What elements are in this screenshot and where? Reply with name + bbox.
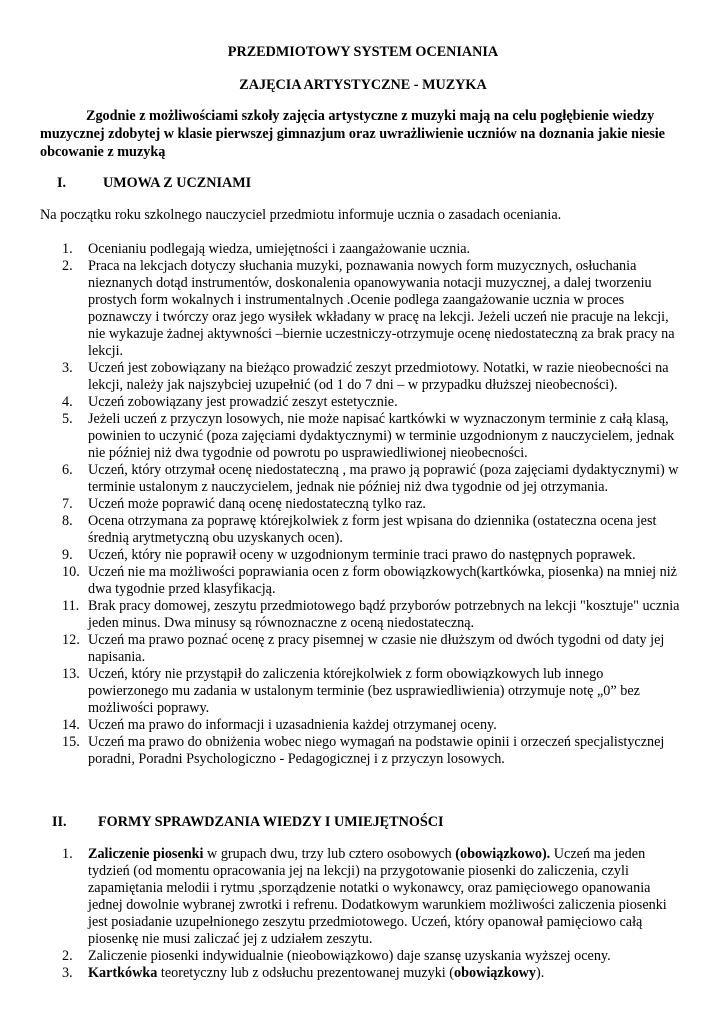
list-text: Uczeń może poprawić daną ocenę niedostateczną tylko raz.	[88, 496, 426, 512]
list-number: 7.	[62, 496, 73, 512]
list-item	[40, 547, 686, 564]
list-number: 11.	[62, 598, 80, 614]
list-number: 5.	[62, 411, 73, 427]
list-text: Uczeń ma prawo do obniżenia wobec niego wymagań na podstawie opinii i orzeczeń specjalistycznej poradni, Poradni Psychologiczno - Pedagogicznej i z przyczyn losowych.	[88, 734, 665, 767]
list-item	[40, 734, 686, 768]
list-number: 15.	[62, 734, 80, 750]
list-item	[40, 598, 686, 632]
list-text: Uczeń nie ma możliwości poprawiania ocen z form obowiązkowych(kartkówka, piosenka) na mniej niż dwa tygodnie przed klasyfikacją.	[88, 564, 677, 597]
list-item	[40, 846, 686, 948]
list-text: Uczeń zobowiązany jest prowadzić zeszyt estetycznie.	[88, 394, 398, 410]
list-item	[40, 258, 686, 360]
list-text: Uczeń jest zobowiązany na bieżąco prowadzić zeszyt przedmiotowy. Notatki, w razie nieobecności na lekcji, należy jak najszybciej uzupełnić (od 1 do 7 dni – w przypadku dłuższej nieobecności).	[88, 360, 669, 393]
section-heading-2	[52, 814, 444, 831]
list-bold-text: obowiązkowy	[454, 965, 537, 981]
list-number: 12.	[62, 632, 80, 648]
section-number: II.	[52, 814, 67, 830]
list-text: ).	[536, 965, 545, 981]
list-number: 10.	[62, 564, 80, 580]
list-text: Uczeń, który otrzymał ocenę niedostateczną , ma prawo ją poprawić (poza zajęciami dydaktycznymi) w terminie ustalonym z nauczycielem, jednak nie później niż dwa tygodnie od jej otrzymania.	[88, 462, 679, 495]
list-item	[40, 513, 686, 547]
list-item	[40, 411, 686, 462]
list-number: 3.	[62, 965, 73, 981]
list-item	[40, 360, 686, 394]
rules-list	[40, 241, 686, 768]
list-item	[40, 632, 686, 666]
list-text: Uczeń, który nie przystąpił do zaliczenia którejkolwiek z form obowiązkowych lub innego powierzonego mu zadania w ustalonym terminie (bez usprawiedliwienia) otrzymuje notę „0” bez możliwości poprawy.	[88, 666, 640, 716]
list-text: w grupach dwu, trzy lub cztero osobowych	[203, 846, 456, 862]
list-number: 2.	[62, 258, 73, 274]
list-item	[40, 965, 686, 982]
list-item	[40, 241, 686, 258]
list-number: 3.	[62, 360, 73, 376]
list-item	[40, 462, 686, 496]
forms-list	[40, 846, 686, 982]
list-item	[40, 564, 686, 598]
list-number: 2.	[62, 948, 73, 964]
list-item	[40, 496, 686, 513]
list-text: Brak pracy domowej, zeszytu przedmiotowego bądź przyborów potrzebnych na lekcji "kosztuje" ucznia jeden minus. Dwa minusy są równoznaczne z oceną niedostateczną.	[88, 598, 680, 631]
list-text: Ocena otrzymana za poprawę którejkolwiek z form jest wpisana do dziennika (ostateczna ocena jest średnią arytmetyczną obu uzyskanych ocen).	[88, 513, 657, 546]
list-text: Praca na lekcjach dotyczy słuchania muzyki, poznawania nowych form muzycznych, osłuchania nieznanych dotąd instrumentów, doskonalenia opanowywania notacji muzycznej, a dalej tworzeniu prostych form wokalnych i instrumentalnych .Ocenie podlega zaangażowanie ucznia w proces poznawczy i twórczy oraz jego wysiłek wkładany w pracę na lekcji. Jeżeli uczeń nie pracuje na lekcji, nie wykazuje żadnej aktywności –biernie uczestniczy-otrzymuje ocenę niedostateczną za brak pracy na lekcji.	[88, 258, 675, 359]
list-item	[40, 666, 686, 717]
list-text: Jeżeli uczeń z przyczyn losowych, nie może napisać kartkówki w wyznaczonym terminie z całą klasą, powinien to uczynić (poza zajęciami dydaktycznymi) w terminie uzgodnionym z nauczycielem, jednak nie później niż dwa tygodnie od powrotu po usprawiedliwionej nieobecności.	[88, 411, 675, 461]
list-bold-text: Zaliczenie piosenki	[88, 846, 204, 862]
list-item	[40, 717, 686, 734]
list-bold-text: (obowiązkowo).	[455, 846, 551, 862]
list-text: Ocenianiu podlegają wiedza, umiejętności i zaangażowanie ucznia.	[88, 241, 471, 257]
section-number: I.	[57, 175, 67, 191]
section-title: UMOWA Z UCZNIAMI	[103, 175, 252, 191]
list-number: 1.	[62, 846, 73, 862]
list-number: 14.	[62, 717, 80, 733]
list-text: Uczeń ma prawo do informacji i uzasadnienia każdej otrzymanej oceny.	[88, 717, 497, 733]
intro-paragraph: Zgodnie z możliwościami szkoły zajęcia artystyczne z muzyki mają na celu pogłębienie wiedzy muzycznej zdobytej w klasie pierwszej gimnazjum oraz uwrażliwienie uczniów na doznania jakie niesie obcowanie z muzyką	[40, 108, 665, 160]
section-title: FORMY SPRAWDZANIA WIEDZY I UMIEJĘTNOŚCI	[98, 814, 444, 830]
list-number: 13.	[62, 666, 80, 682]
list-number: 8.	[62, 513, 73, 529]
list-number: 4.	[62, 394, 73, 410]
document-title: PRZEDMIOTOWY SYSTEM OCENIANIA	[227, 44, 499, 60]
list-number: 1.	[62, 241, 73, 257]
section-heading-1	[57, 175, 251, 192]
list-text: Uczeń ma jeden tydzień (od momentu opracowania jej na lekcji) na przygotowanie piosenki do zaliczenia, czyli zapamiętania melodii i rytmu ,sporządzenie notatki o wykonawcy, oraz pamięciowego opanowania jednej dowolnie wybranej zwrotki i refrenu. Dodatkowym warunkiem możliwości zaliczenia piosenki jest posiadanie uzupełnionego zeszytu przedmiotowego. Uczeń, który opanował pamięciowo całą piosenkę nie musi zaliczać jej z udziałem zeszytu.	[88, 846, 667, 947]
section-lead-text: Na początku roku szkolnego nauczyciel przedmiotu informuje ucznia o zasadach oceniania.	[40, 207, 562, 223]
list-number: 6.	[62, 462, 73, 478]
list-item	[40, 948, 686, 965]
list-text: Uczeń ma prawo poznać ocenę z pracy pisemnej w czasie nie dłuższym od dwóch tygodni od daty jej napisania.	[88, 632, 665, 665]
list-text: Zaliczenie piosenki indywidualnie (nieobowiązkowo) daje szansę uzyskania wyższej oceny.	[88, 948, 611, 964]
list-bold-text: Kartkówka	[88, 965, 158, 981]
list-item	[40, 394, 686, 411]
list-text: teoretyczny lub z odsłuchu prezentowanej muzyki (	[157, 965, 455, 981]
document-subtitle: ZAJĘCIA ARTYSTYCZNE - MUZYKA	[239, 77, 487, 93]
list-text: Uczeń, który nie poprawił oceny w uzgodnionym terminie traci prawo do następnych poprawek.	[88, 547, 636, 563]
list-number: 9.	[62, 547, 73, 563]
